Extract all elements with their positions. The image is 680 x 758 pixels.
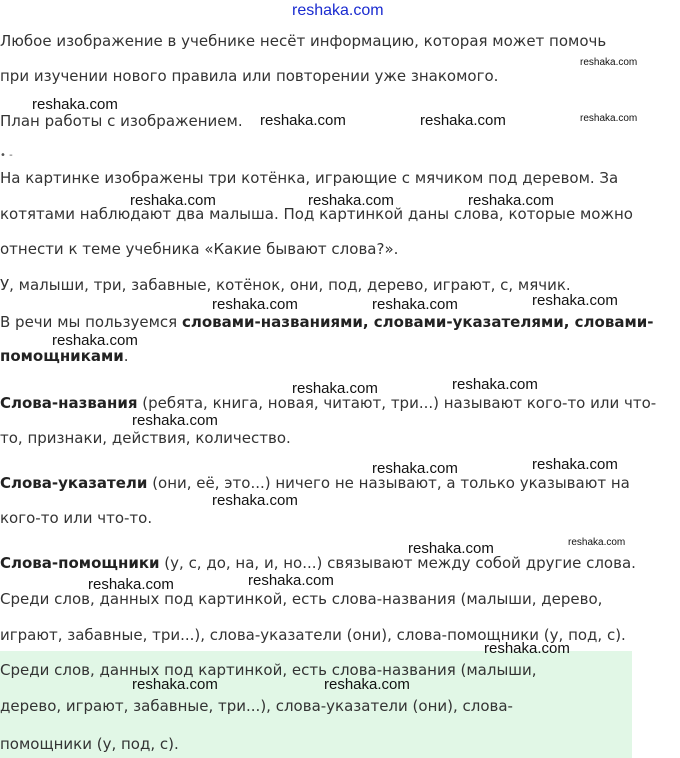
- among-line-2: играют, забавные, три...), слова-указатели (они), слова-помощники (у, под, с).: [0, 626, 626, 644]
- watermark[interactable]: reshaka.com: [32, 96, 118, 113]
- helpers-line: [0, 554, 636, 572]
- watermark[interactable]: reshaka.com: [532, 456, 618, 473]
- words-list: У, малыши, три, забавные, котёнок, они, под, дерево, играют, с, мячик.: [0, 276, 571, 294]
- watermark[interactable]: reshaka.com: [568, 537, 626, 548]
- watermark[interactable]: reshaka.com: [372, 460, 458, 477]
- names-line-2: то, признаки, действия, количество.: [0, 429, 291, 447]
- intro-line-1: Любое изображение в учебнике несёт информацию, которая может помочь: [0, 32, 607, 50]
- speech-line-2: [0, 347, 129, 365]
- watermark[interactable]: reshaka.com: [324, 676, 410, 693]
- answer-line-3: помощники (у, под, с).: [0, 735, 179, 753]
- watermark[interactable]: reshaka.com: [308, 192, 394, 209]
- speech-bold-2: помощниками: [0, 347, 124, 365]
- watermark[interactable]: reshaka.com: [420, 112, 506, 129]
- watermark[interactable]: reshaka.com: [408, 540, 494, 557]
- watermark[interactable]: reshaka.com: [580, 113, 638, 124]
- watermark[interactable]: reshaka.com: [532, 292, 618, 309]
- names-term: Слова-названия: [0, 394, 138, 412]
- watermark[interactable]: reshaka.com: [248, 572, 334, 589]
- watermark[interactable]: reshaka.com: [484, 640, 570, 657]
- watermark[interactable]: reshaka.com: [468, 192, 554, 209]
- watermark[interactable]: reshaka.com: [132, 412, 218, 429]
- watermark[interactable]: reshaka.com: [212, 296, 298, 313]
- picture-line-3: отнести к теме учебника «Какие бывают слова?».: [0, 240, 399, 258]
- speech-text: В речи мы пользуемся: [0, 313, 182, 331]
- watermark[interactable]: reshaka.com: [88, 576, 174, 593]
- watermark[interactable]: reshaka.com: [52, 332, 138, 349]
- speech-end: .: [123, 347, 129, 365]
- watermark[interactable]: reshaka.com: [452, 376, 538, 393]
- names-desc: (ребята, книга, новая, читают, три...) называют кого-то или что-: [137, 394, 657, 412]
- helpers-term: Слова-помощники: [0, 554, 160, 572]
- watermark[interactable]: reshaka.com: [372, 296, 458, 313]
- watermark[interactable]: reshaka.com: [130, 192, 216, 209]
- bullet-marker: • -: [0, 150, 13, 161]
- watermark[interactable]: reshaka.com: [292, 380, 378, 397]
- watermark-top[interactable]: reshaka.com: [292, 2, 384, 19]
- speech-line-1: [0, 313, 653, 331]
- pointers-line-2: кого-то или что-то.: [0, 509, 153, 527]
- watermark[interactable]: reshaka.com: [132, 676, 218, 693]
- picture-line-1: На картинке изображены три котёнка, играющие с мячиком под деревом. За: [0, 169, 619, 187]
- answer-line-1: Среди слов, данных под картинкой, есть слова-названия (малыши,: [0, 661, 537, 679]
- pointers-line-1: [0, 474, 630, 492]
- picture-line-2: котятами наблюдают два малыша. Под картинкой даны слова, которые можно: [0, 205, 633, 223]
- plan-heading: План работы с изображением.: [0, 112, 243, 130]
- intro-line-2: при изучении нового правила или повторении уже знакомого.: [0, 67, 499, 85]
- speech-bold-1: словами-названиями, словами-указателями, словами-: [181, 313, 654, 331]
- watermark[interactable]: reshaka.com: [260, 112, 346, 129]
- pointers-term: Слова-указатели: [0, 474, 148, 492]
- watermark[interactable]: reshaka.com: [212, 492, 298, 509]
- pointers-desc: (они, её, это...) ничего не называют, а только указывают на: [147, 474, 630, 492]
- among-line-1: Среди слов, данных под картинкой, есть слова-названия (малыши, дерево,: [0, 590, 603, 608]
- answer-line-2: дерево, играют, забавные, три...), слова-указатели (они), слова-: [0, 697, 513, 715]
- watermark[interactable]: reshaka.com: [580, 57, 638, 68]
- helpers-desc: (у, с, до, на, и, но...) связывают между собой другие слова.: [159, 554, 636, 572]
